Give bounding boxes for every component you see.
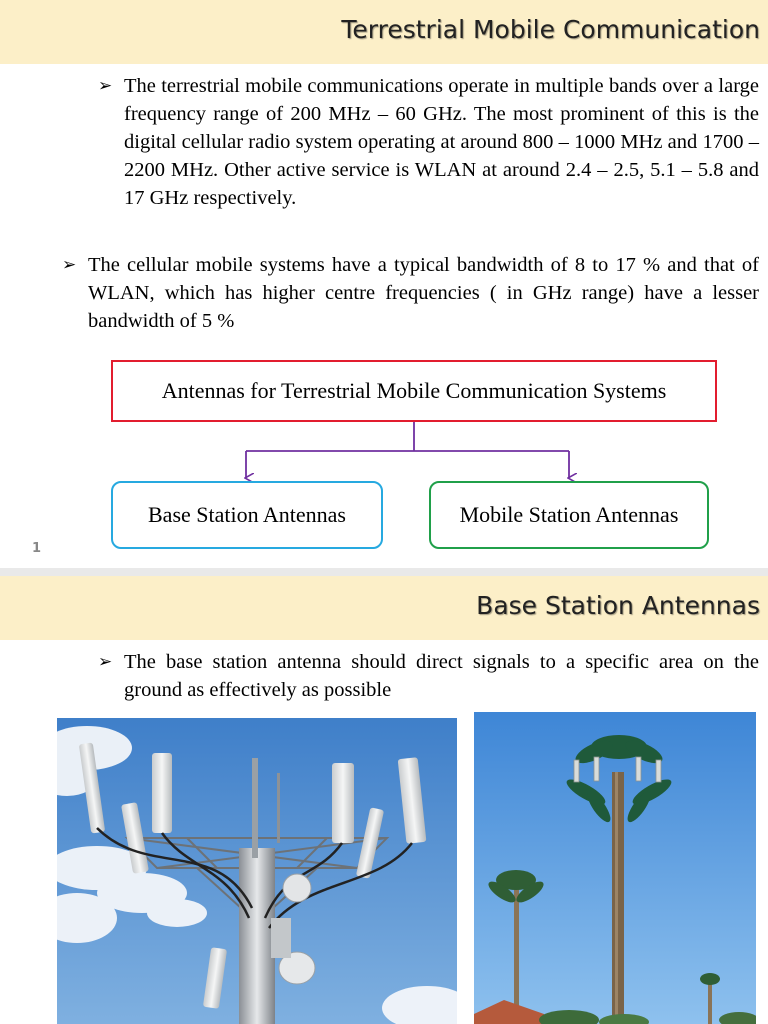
arrow-bullet-icon: ➢	[62, 255, 77, 275]
diagram-root-box: Antennas for Terrestrial Mobile Communication Systems	[111, 360, 717, 422]
palm-tree-tower-photo	[474, 712, 756, 1024]
slide-title: Terrestrial Mobile Communication	[341, 15, 760, 44]
bullet-text: The terrestrial mobile communications operate in multiple bands over a large frequency range of 200 MHz – 60 GHz. The most prominent of this is the digital cellular radio system operating at around 800 – 1000 MHz and 1700 – 2200 MHz. Other active service is WLAN at around 2.4 – 2.5, 5.1 – 5.8 and 17 GHz respectively.	[124, 75, 759, 209]
arrow-bullet-icon: ➢	[98, 652, 113, 672]
slide-base-station	[0, 576, 768, 1024]
slide-title: Base Station Antennas	[476, 591, 760, 620]
title-bar	[0, 576, 768, 640]
diagram-base-station-box: Base Station Antennas	[111, 481, 383, 549]
page-number: 1	[32, 541, 42, 556]
bullet-text: The cellular mobile systems have a typical bandwidth of 8 to 17 % and that of WLAN, which has higher centre frequencies ( in GHz range) have a lesser bandwidth of 5 %	[88, 254, 759, 332]
bullet-text: The base station antenna should direct signals to a specific area on the ground as effectively as possible	[124, 651, 759, 701]
diagram-mobile-station-box: Mobile Station Antennas	[429, 481, 709, 549]
arrow-bullet-icon: ➢	[98, 76, 113, 96]
slide-separator	[0, 568, 768, 576]
bullet-direct-signals	[98, 648, 759, 704]
cell-tower-photo	[57, 718, 457, 1024]
